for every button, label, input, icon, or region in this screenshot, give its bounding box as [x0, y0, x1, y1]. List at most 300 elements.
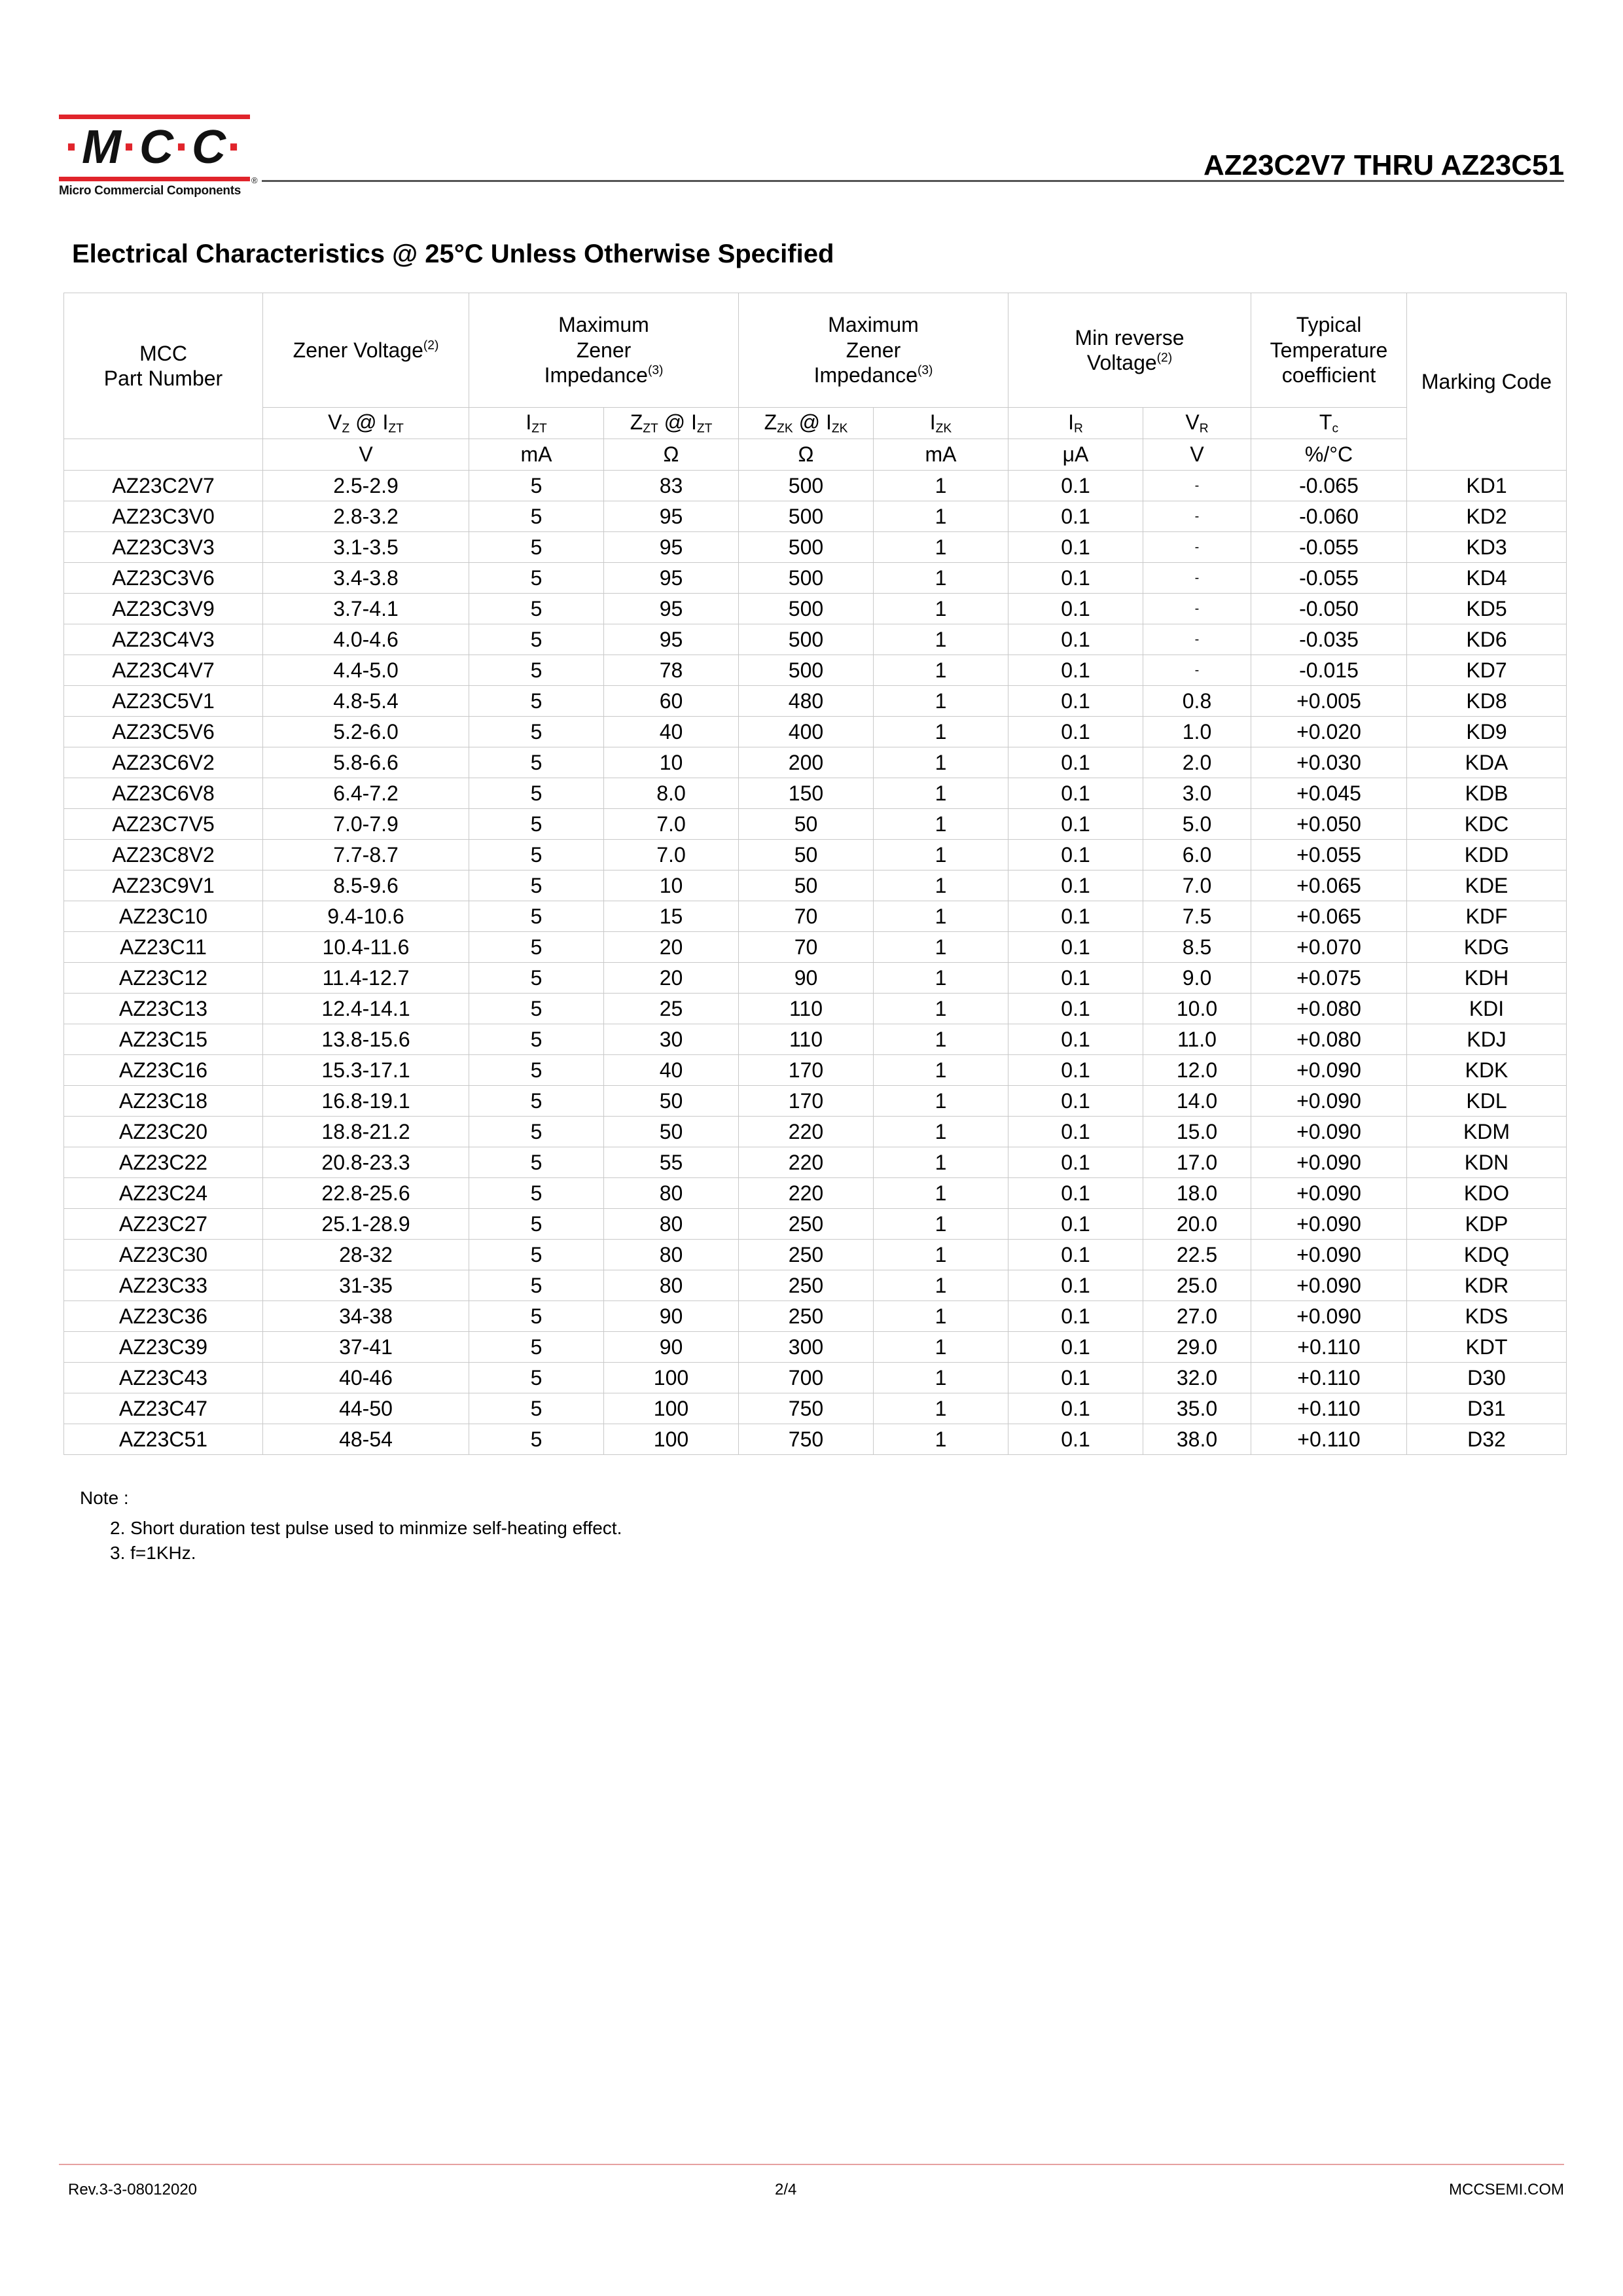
cell-zzk: 220: [739, 1178, 874, 1209]
cell-marking-code: KD7: [1407, 655, 1567, 686]
cell-vr: 38.0: [1143, 1424, 1251, 1455]
cell-marking-code: KD2: [1407, 501, 1567, 532]
min-reverse-note: (2): [1156, 351, 1173, 365]
cell-marking-code: KDM: [1407, 1117, 1567, 1147]
cell-zener-voltage: 10.4-11.6: [263, 932, 469, 963]
cell-vr: 18.0: [1143, 1178, 1251, 1209]
cell-zzk: 220: [739, 1117, 874, 1147]
cell-ir: 0.1: [1008, 1024, 1143, 1055]
table-row: [64, 655, 1567, 686]
cell-vr: 11.0: [1143, 1024, 1251, 1055]
cell-zzk: 90: [739, 963, 874, 994]
max-zener-1-line1: Maximum: [558, 313, 649, 337]
note-item: 2. Short duration test pulse used to minmize self-heating effect.: [110, 1518, 622, 1538]
zener-voltage-label: Zener Voltage: [293, 338, 423, 362]
cell-zzt: 50: [604, 1086, 739, 1117]
table-row: [64, 840, 1567, 870]
cell-temp-coefficient: +0.090: [1251, 1209, 1407, 1240]
cell-ir: 0.1: [1008, 686, 1143, 717]
cell-zzt: 78: [604, 655, 739, 686]
cell-zener-voltage: 3.1-3.5: [263, 532, 469, 563]
cell-izk: 1: [874, 901, 1008, 932]
cell-ir: 0.1: [1008, 1086, 1143, 1117]
cell-marking-code: KDD: [1407, 840, 1567, 870]
cell-vr: 25.0: [1143, 1270, 1251, 1301]
cell-izk: 1: [874, 624, 1008, 655]
cell-zzk: 500: [739, 624, 874, 655]
cell-zener-voltage: 5.8-6.6: [263, 747, 469, 778]
cell-izk: 1: [874, 1178, 1008, 1209]
table-row: [64, 932, 1567, 963]
cell-izk: 1: [874, 655, 1008, 686]
cell-vr: 14.0: [1143, 1086, 1251, 1117]
cell-zener-voltage: 18.8-21.2: [263, 1117, 469, 1147]
cell-zzk: 150: [739, 778, 874, 809]
cell-zener-voltage: 4.0-4.6: [263, 624, 469, 655]
cell-izt: 5: [469, 563, 604, 594]
table-row: [64, 686, 1567, 717]
cell-zzk: 50: [739, 809, 874, 840]
cell-zzk: 500: [739, 501, 874, 532]
zener-voltage-note: (2): [423, 338, 439, 353]
cell-zener-voltage: 34-38: [263, 1301, 469, 1332]
cell-zener-voltage: 11.4-12.7: [263, 963, 469, 994]
cell-ir: 0.1: [1008, 1332, 1143, 1363]
table-row: [64, 1055, 1567, 1086]
cell-part-number: AZ23C12: [64, 963, 263, 994]
cell-ir: 0.1: [1008, 532, 1143, 563]
cell-izk: 1: [874, 532, 1008, 563]
cell-zzk: 50: [739, 840, 874, 870]
cell-part-number: AZ23C6V2: [64, 747, 263, 778]
cell-ir: 0.1: [1008, 1393, 1143, 1424]
cell-izt: 5: [469, 655, 604, 686]
cell-temp-coefficient: +0.030: [1251, 747, 1407, 778]
cell-zener-voltage: 13.8-15.6: [263, 1024, 469, 1055]
typ-temp-line1: Typical: [1296, 313, 1362, 337]
cell-vr: 5.0: [1143, 809, 1251, 840]
cell-vr: 32.0: [1143, 1363, 1251, 1393]
cell-zzk: 220: [739, 1147, 874, 1178]
table-row: [64, 1209, 1567, 1240]
cell-izt: 5: [469, 1424, 604, 1455]
mcc-logo: [59, 115, 258, 203]
table-row: [64, 471, 1567, 501]
cell-part-number: AZ23C16: [64, 1055, 263, 1086]
cell-ir: 0.1: [1008, 1270, 1143, 1301]
cell-ir: 0.1: [1008, 1117, 1143, 1147]
cell-part-number: AZ23C22: [64, 1147, 263, 1178]
unit-cell: Ω: [739, 439, 874, 471]
cell-ir: 0.1: [1008, 717, 1143, 747]
cell-ir: 0.1: [1008, 963, 1143, 994]
cell-zzk: 750: [739, 1393, 874, 1424]
header-row-symbols: [64, 408, 1567, 439]
document-title: AZ23C2V7 THRU AZ23C51: [1204, 149, 1564, 181]
cell-zzk: 500: [739, 532, 874, 563]
cell-zzt: 80: [604, 1178, 739, 1209]
cell-part-number: AZ23C43: [64, 1363, 263, 1393]
cell-izt: 5: [469, 840, 604, 870]
cell-zzk: 500: [739, 563, 874, 594]
cell-zzt: 7.0: [604, 809, 739, 840]
cell-izt: 5: [469, 1393, 604, 1424]
cell-zener-voltage: 4.4-5.0: [263, 655, 469, 686]
cell-izk: 1: [874, 1024, 1008, 1055]
table-row: [64, 1363, 1567, 1393]
cell-zzk: 250: [739, 1270, 874, 1301]
symbol-zzt: $Z_{ZT}$ @ $I_{ZT}$: [604, 408, 739, 439]
col-header-part-number: [64, 293, 263, 439]
cell-izt: 5: [469, 1086, 604, 1117]
cell-part-number: AZ23C30: [64, 1240, 263, 1270]
cell-zener-voltage: 28-32: [263, 1240, 469, 1270]
cell-zzt: 95: [604, 594, 739, 624]
table-row: [64, 1393, 1567, 1424]
symbol-tc: $T_c$: [1251, 408, 1407, 439]
cell-zzt: 15: [604, 901, 739, 932]
cell-zener-voltage: 7.7-8.7: [263, 840, 469, 870]
cell-zzt: 30: [604, 1024, 739, 1055]
cell-vr: 29.0: [1143, 1332, 1251, 1363]
cell-izk: 1: [874, 963, 1008, 994]
cell-izk: 1: [874, 840, 1008, 870]
cell-temp-coefficient: +0.075: [1251, 963, 1407, 994]
cell-izt: 5: [469, 471, 604, 501]
cell-izt: 5: [469, 1270, 604, 1301]
cell-vr: -: [1143, 594, 1251, 624]
cell-zzt: 95: [604, 501, 739, 532]
cell-temp-coefficient: +0.090: [1251, 1086, 1407, 1117]
max-zener-2-note: (3): [917, 363, 933, 378]
cell-temp-coefficient: +0.020: [1251, 717, 1407, 747]
cell-zzk: 400: [739, 717, 874, 747]
cell-zzk: 250: [739, 1301, 874, 1332]
cell-ir: 0.1: [1008, 655, 1143, 686]
cell-zzt: 40: [604, 717, 739, 747]
cell-part-number: AZ23C5V6: [64, 717, 263, 747]
table-row: [64, 1424, 1567, 1455]
cell-temp-coefficient: +0.065: [1251, 901, 1407, 932]
cell-zzk: 110: [739, 994, 874, 1024]
min-reverse-line2: Voltage: [1086, 351, 1157, 374]
cell-zzt: 95: [604, 532, 739, 563]
cell-zzt: 20: [604, 963, 739, 994]
cell-temp-coefficient: +0.090: [1251, 1117, 1407, 1147]
cell-vr: -: [1143, 532, 1251, 563]
symbol-izk: $I_{ZK}$: [874, 408, 1008, 439]
cell-marking-code: D32: [1407, 1424, 1567, 1455]
min-reverse-line1: Min reverse: [1075, 325, 1185, 350]
cell-ir: 0.1: [1008, 624, 1143, 655]
cell-izk: 1: [874, 686, 1008, 717]
cell-zzt: 10: [604, 870, 739, 901]
cell-temp-coefficient: +0.005: [1251, 686, 1407, 717]
cell-part-number: AZ23C4V3: [64, 624, 263, 655]
max-zener-2-line2: Zener: [846, 338, 901, 362]
table-row: [64, 1147, 1567, 1178]
col-header-max-zener-impedance-zt: [469, 293, 739, 408]
unit-cell: V: [1143, 439, 1251, 471]
cell-temp-coefficient: +0.090: [1251, 1178, 1407, 1209]
cell-temp-coefficient: +0.090: [1251, 1240, 1407, 1270]
cell-temp-coefficient: -0.015: [1251, 655, 1407, 686]
cell-part-number: AZ23C51: [64, 1424, 263, 1455]
cell-izk: 1: [874, 1270, 1008, 1301]
cell-temp-coefficient: +0.110: [1251, 1393, 1407, 1424]
cell-zzt: 80: [604, 1240, 739, 1270]
cell-zener-voltage: 4.8-5.4: [263, 686, 469, 717]
logo-top-bar: [59, 115, 250, 119]
cell-marking-code: KDF: [1407, 901, 1567, 932]
cell-vr: 12.0: [1143, 1055, 1251, 1086]
cell-zener-voltage: 8.5-9.6: [263, 870, 469, 901]
cell-temp-coefficient: +0.045: [1251, 778, 1407, 809]
cell-part-number: AZ23C2V7: [64, 471, 263, 501]
cell-ir: 0.1: [1008, 994, 1143, 1024]
cell-zzk: 250: [739, 1209, 874, 1240]
cell-izk: 1: [874, 717, 1008, 747]
table-row: [64, 624, 1567, 655]
cell-zzt: 100: [604, 1363, 739, 1393]
cell-vr: 35.0: [1143, 1393, 1251, 1424]
cell-temp-coefficient: +0.110: [1251, 1363, 1407, 1393]
cell-zener-voltage: 31-35: [263, 1270, 469, 1301]
cell-izt: 5: [469, 932, 604, 963]
col-header-temperature-coefficient: [1251, 293, 1407, 408]
cell-izt: 5: [469, 870, 604, 901]
cell-zzt: 8.0: [604, 778, 739, 809]
table-row: [64, 1024, 1567, 1055]
cell-vr: 10.0: [1143, 994, 1251, 1024]
cell-zener-voltage: 48-54: [263, 1424, 469, 1455]
electrical-characteristics-table: [63, 293, 1567, 1455]
footer-rule: [59, 2164, 1564, 2165]
typ-temp-line2: Temperature: [1270, 338, 1388, 362]
cell-izt: 5: [469, 901, 604, 932]
cell-zzt: 90: [604, 1301, 739, 1332]
cell-part-number: AZ23C13: [64, 994, 263, 1024]
cell-part-number: AZ23C33: [64, 1270, 263, 1301]
cell-zzk: 480: [739, 686, 874, 717]
cell-zzk: 500: [739, 471, 874, 501]
cell-zzk: 50: [739, 870, 874, 901]
cell-vr: -: [1143, 563, 1251, 594]
col-header-zener-voltage: [263, 293, 469, 408]
cell-marking-code: KDG: [1407, 932, 1567, 963]
cell-izt: 5: [469, 1301, 604, 1332]
cell-temp-coefficient: +0.055: [1251, 840, 1407, 870]
table-row: [64, 994, 1567, 1024]
cell-vr: 0.8: [1143, 686, 1251, 717]
cell-zener-voltage: 2.5-2.9: [263, 471, 469, 501]
cell-ir: 0.1: [1008, 1178, 1143, 1209]
part-line2: Part Number: [103, 367, 223, 390]
table-body: [64, 293, 1567, 1455]
cell-izk: 1: [874, 1055, 1008, 1086]
cell-temp-coefficient: +0.065: [1251, 870, 1407, 901]
cell-zener-voltage: 44-50: [263, 1393, 469, 1424]
cell-temp-coefficient: +0.090: [1251, 1147, 1407, 1178]
cell-zener-voltage: 20.8-23.3: [263, 1147, 469, 1178]
cell-vr: 22.5: [1143, 1240, 1251, 1270]
footer-page-number: 2/4: [775, 2181, 797, 2198]
typ-temp-line3: coefficient: [1281, 363, 1376, 387]
cell-zener-voltage: 3.4-3.8: [263, 563, 469, 594]
unit-cell: V: [263, 439, 469, 471]
cell-temp-coefficient: -0.055: [1251, 532, 1407, 563]
cell-ir: 0.1: [1008, 901, 1143, 932]
cell-vr: 17.0: [1143, 1147, 1251, 1178]
cell-izt: 5: [469, 1024, 604, 1055]
part-line1: MCC: [139, 341, 187, 365]
cell-vr: 7.5: [1143, 901, 1251, 932]
cell-izt: 5: [469, 1363, 604, 1393]
cell-vr: 15.0: [1143, 1117, 1251, 1147]
table-row: [64, 778, 1567, 809]
table-row: [64, 563, 1567, 594]
cell-izk: 1: [874, 1086, 1008, 1117]
cell-part-number: AZ23C24: [64, 1178, 263, 1209]
cell-zzt: 60: [604, 686, 739, 717]
cell-vr: -: [1143, 624, 1251, 655]
logo-subtitle: Micro Commercial Components: [59, 184, 241, 198]
notes-label: Note :: [80, 1488, 129, 1508]
cell-izk: 1: [874, 747, 1008, 778]
cell-izt: 5: [469, 963, 604, 994]
symbol-vz: $V_Z$ @ $I_{ZT}$: [263, 408, 469, 439]
cell-zener-voltage: 25.1-28.9: [263, 1209, 469, 1240]
table-row: [64, 532, 1567, 563]
symbol-vr: $V_R$: [1143, 408, 1251, 439]
cell-vr: 8.5: [1143, 932, 1251, 963]
cell-izk: 1: [874, 1332, 1008, 1363]
cell-zener-voltage: 7.0-7.9: [263, 809, 469, 840]
cell-ir: 0.1: [1008, 747, 1143, 778]
cell-ir: 0.1: [1008, 471, 1143, 501]
cell-izt: 5: [469, 1332, 604, 1363]
cell-zener-voltage: 40-46: [263, 1363, 469, 1393]
cell-izt: 5: [469, 532, 604, 563]
logo-bottom-bar: [59, 177, 250, 181]
cell-part-number: AZ23C15: [64, 1024, 263, 1055]
cell-marking-code: KD4: [1407, 563, 1567, 594]
col-header-marking-code: Marking Code: [1407, 293, 1567, 471]
symbol-ir: $I_R$: [1008, 408, 1143, 439]
cell-izt: 5: [469, 994, 604, 1024]
unit-cell: μA: [1008, 439, 1143, 471]
cell-izk: 1: [874, 1117, 1008, 1147]
cell-zzk: 70: [739, 932, 874, 963]
cell-marking-code: KDJ: [1407, 1024, 1567, 1055]
cell-zzk: 500: [739, 655, 874, 686]
cell-izt: 5: [469, 624, 604, 655]
cell-izk: 1: [874, 501, 1008, 532]
cell-marking-code: KDQ: [1407, 1240, 1567, 1270]
cell-vr: 2.0: [1143, 747, 1251, 778]
max-zener-1-note: (3): [647, 363, 664, 378]
cell-zzt: 83: [604, 471, 739, 501]
max-zener-2-line3: Impedance: [813, 363, 918, 387]
cell-zener-voltage: 6.4-7.2: [263, 778, 469, 809]
cell-izt: 5: [469, 686, 604, 717]
cell-izk: 1: [874, 1424, 1008, 1455]
table-row: [64, 717, 1567, 747]
cell-vr: -: [1143, 501, 1251, 532]
cell-part-number: AZ23C8V2: [64, 840, 263, 870]
cell-vr: -: [1143, 471, 1251, 501]
cell-zener-voltage: 16.8-19.1: [263, 1086, 469, 1117]
table-row: [64, 747, 1567, 778]
cell-zzt: 95: [604, 563, 739, 594]
cell-marking-code: KDB: [1407, 778, 1567, 809]
cell-ir: 0.1: [1008, 594, 1143, 624]
cell-izt: 5: [469, 809, 604, 840]
cell-izk: 1: [874, 1147, 1008, 1178]
units-blank: [64, 439, 263, 471]
cell-ir: 0.1: [1008, 1424, 1143, 1455]
header-row-units: [64, 439, 1567, 471]
cell-marking-code: KD3: [1407, 532, 1567, 563]
cell-zzk: 170: [739, 1055, 874, 1086]
cell-zener-voltage: 15.3-17.1: [263, 1055, 469, 1086]
cell-zzt: 100: [604, 1393, 739, 1424]
cell-vr: 20.0: [1143, 1209, 1251, 1240]
cell-zzk: 250: [739, 1240, 874, 1270]
cell-zzt: 55: [604, 1147, 739, 1178]
cell-temp-coefficient: +0.090: [1251, 1301, 1407, 1332]
cell-marking-code: KDP: [1407, 1209, 1567, 1240]
cell-ir: 0.1: [1008, 1055, 1143, 1086]
cell-zzt: 100: [604, 1424, 739, 1455]
cell-zzt: 40: [604, 1055, 739, 1086]
max-zener-2-line1: Maximum: [828, 313, 919, 337]
table-row: [64, 963, 1567, 994]
cell-temp-coefficient: +0.050: [1251, 809, 1407, 840]
cell-marking-code: KD9: [1407, 717, 1567, 747]
footer-website: MCCSEMI.COM: [1449, 2181, 1564, 2198]
cell-zener-voltage: 5.2-6.0: [263, 717, 469, 747]
unit-cell: Ω: [604, 439, 739, 471]
cell-izk: 1: [874, 932, 1008, 963]
cell-temp-coefficient: +0.090: [1251, 1270, 1407, 1301]
cell-temp-coefficient: -0.035: [1251, 624, 1407, 655]
cell-izk: 1: [874, 563, 1008, 594]
cell-part-number: AZ23C11: [64, 932, 263, 963]
table-row: [64, 1086, 1567, 1117]
cell-marking-code: KDE: [1407, 870, 1567, 901]
cell-marking-code: KDA: [1407, 747, 1567, 778]
cell-marking-code: KDH: [1407, 963, 1567, 994]
cell-izt: 5: [469, 1209, 604, 1240]
cell-izt: 5: [469, 1147, 604, 1178]
cell-temp-coefficient: +0.110: [1251, 1424, 1407, 1455]
cell-zzk: 500: [739, 594, 874, 624]
unit-cell: %/°C: [1251, 439, 1407, 471]
cell-marking-code: D31: [1407, 1393, 1567, 1424]
cell-ir: 0.1: [1008, 778, 1143, 809]
cell-marking-code: KDT: [1407, 1332, 1567, 1363]
cell-zzt: 80: [604, 1270, 739, 1301]
cell-izt: 5: [469, 594, 604, 624]
cell-vr: 9.0: [1143, 963, 1251, 994]
cell-part-number: AZ23C5V1: [64, 686, 263, 717]
cell-izt: 5: [469, 1178, 604, 1209]
cell-marking-code: KD8: [1407, 686, 1567, 717]
cell-temp-coefficient: -0.055: [1251, 563, 1407, 594]
cell-part-number: AZ23C7V5: [64, 809, 263, 840]
cell-vr: -: [1143, 655, 1251, 686]
